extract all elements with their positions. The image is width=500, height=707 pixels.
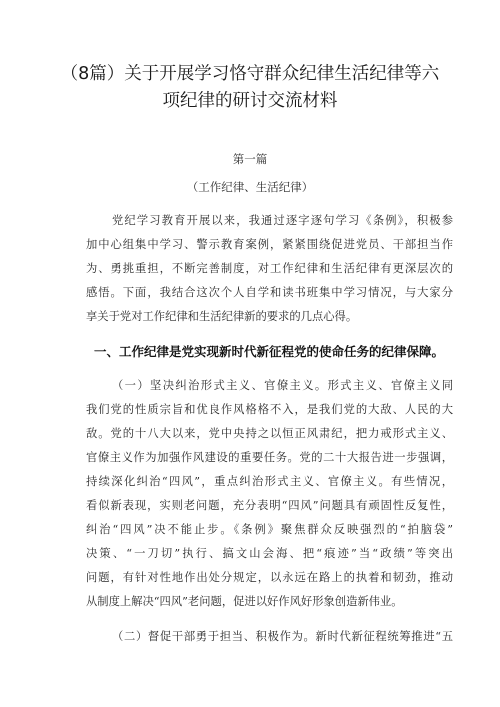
intro-line: 党纪学习教育开展以来，我通过逐字逐句学习《条例》，积极参 <box>112 214 453 227</box>
paragraph-line: 从制度上解决“四风”老问题，促进以好作风好形象创造新伟业。 <box>86 595 403 608</box>
intro-line: 感悟。下面，我结合这次个人自学和读书班集中学习情况，与大家分 <box>86 286 453 299</box>
paragraph-line: 决策、“一刀切”执行、搞文山会海、把“痕迹”当“政绩”等突出 <box>86 547 453 560</box>
paragraph-line: 问题，有针对性地作出处分规定，以永远在路上的执着和韧劲，推动 <box>86 571 453 584</box>
section-name: 第一篇 <box>232 152 268 166</box>
paragraph-line: （二）督促干部勇于担当、积极作为。新时代新征程统筹推进“五 <box>112 630 453 643</box>
paragraph-line: 看似新表现，实则老问题，充分表明“四风”问题具有顽固性反复性， <box>86 499 453 512</box>
intro-line: 享关于党对工作纪律和生活纪律新的要求的几点心得。 <box>86 310 358 323</box>
paragraph-line: 持续深化纠治“四风”，重点纠治形式主义、官僚主义。有些情况， <box>86 475 453 488</box>
paragraph-line: 官僚主义作为加强作风建设的重要任务。党的二十大报告进一步强调， <box>86 451 453 464</box>
section-heading: 一、工作纪律是党实现新时代新征程党的使命任务的纪律保障。 <box>94 344 445 359</box>
intro-line: 加中心组集中学习、警示教育案例，紧紧围绕促进党员、干部担当作 <box>86 238 453 251</box>
document-title-line-2: 项纪律的研讨交流材料 <box>162 91 338 111</box>
paragraph-line: 我们党的性质宗旨和优良作风格格不入，是我们党的大敌、人民的大 <box>86 403 453 416</box>
paragraph-line: 纠治“四风”决不能止步。《条例》聚焦群众反映强烈的“拍脑袋” <box>86 523 453 536</box>
paragraph-line: 敌。党的十八大以来，党中央持之以恒正风肃纪，把力戒形式主义、 <box>86 427 453 440</box>
document-title-line-1: （8篇）关于开展学习恪守群众纪律生活纪律等六 <box>60 64 440 84</box>
intro-line: 为、勇挑重担，不断完善制度，对工作纪律和生活纪律有更深层次的 <box>86 262 453 275</box>
paragraph-line: （一）坚决纠治形式主义、官僚主义。形式主义、官僚主义同 <box>112 379 453 392</box>
section-subtitle: （工作纪律、生活纪律） <box>186 180 314 194</box>
